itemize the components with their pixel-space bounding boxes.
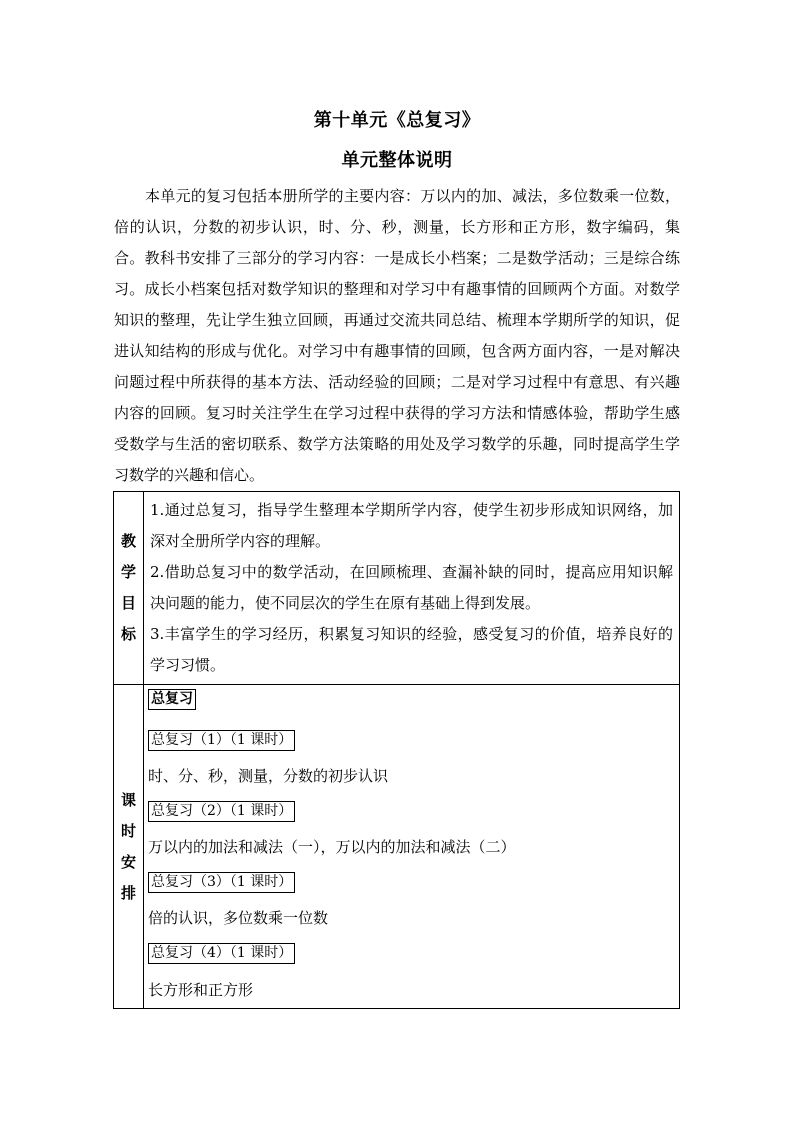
goals-cell bbox=[144, 492, 680, 685]
lesson-content: 时、分、秒，测量，分数的初步认识 bbox=[148, 767, 389, 785]
lesson-block bbox=[148, 942, 671, 1000]
lesson-content: 倍的认识，多位数乘一位数 bbox=[148, 909, 329, 927]
lesson-title: 总复习（1）（1 课时） bbox=[148, 730, 295, 751]
unit-title: 第十单元《总复习》 bbox=[313, 110, 481, 131]
lesson-block bbox=[148, 800, 671, 857]
lesson-title: 总复习（4）（1 课时） bbox=[148, 943, 295, 964]
section-title: 单元整体说明 bbox=[341, 150, 453, 171]
goal-item: 3.丰富学生的学习经历，积累复习知识的经验，感受复习的价值，培养良好的学习习惯。 bbox=[150, 625, 673, 674]
schedule-heading: 总复习 bbox=[148, 689, 196, 710]
goals-label: 教学目标 bbox=[120, 532, 136, 643]
lesson-block bbox=[148, 871, 671, 928]
lesson-content: 长方形和正方形 bbox=[148, 981, 254, 999]
lesson-title: 总复习（2）（1 课时） bbox=[148, 801, 295, 822]
goals-row bbox=[114, 492, 680, 685]
goal-item: 2.借助总复习中的数学活动，在回顾梳理、查漏补缺的同时，提高应用知识解决问题的能力，使不同层次的学生在原有基础上得到发展。 bbox=[150, 563, 673, 612]
goal-item: 1.通过总复习，指导学生整理本学期所学内容，使学生初步形成知识网络，加深对全册所学内容的理解。 bbox=[150, 501, 673, 550]
schedule-row bbox=[114, 685, 680, 1009]
schedule-label: 课时安排 bbox=[120, 790, 136, 902]
unit-plan-table bbox=[113, 491, 680, 1009]
schedule-cell bbox=[144, 685, 680, 1009]
intro-paragraph: 本单元的复习包括本册所学的主要内容：万以内的加、减法，多位数乘一位数，倍的认识，分数的初步认识，时、分、秒，测量，长方形和正方形，数字编码，集合。教科书安排了三部分的学习内容：一是成长小档案；二是数学活动；三是综合练习。成长小档案包括对数学知识的整理和对学习中有趣事情的回顾两个方面。对数学知识的整理，先让学生独立回顾，再通过交流共同总结、梳理本学期所学的知识，促进认知结构的形成与优化。对学习中有趣事情的回顾，包含两方面内容，一是对解决问题过程中所获得的基本方法、活动经验的回顾；二是对学习过程中有意思、有兴趣内容的回顾。复习时关注学生在学习过程中获得的学习方法和情感体验，帮助学生感受数学与生活的密切联系、数学方法策略的用处及学习数学的乐趣，同时提高学生学习数学的兴趣和信心。 bbox=[114, 187, 680, 484]
schedule-label-cell bbox=[114, 685, 144, 1009]
lesson-content: 万以内的加法和减法（一），万以内的加法和减法（二） bbox=[148, 838, 516, 856]
lesson-block bbox=[148, 729, 671, 786]
lesson-title: 总复习（3）（1 课时） bbox=[148, 872, 295, 893]
goals-label-cell bbox=[114, 492, 144, 685]
